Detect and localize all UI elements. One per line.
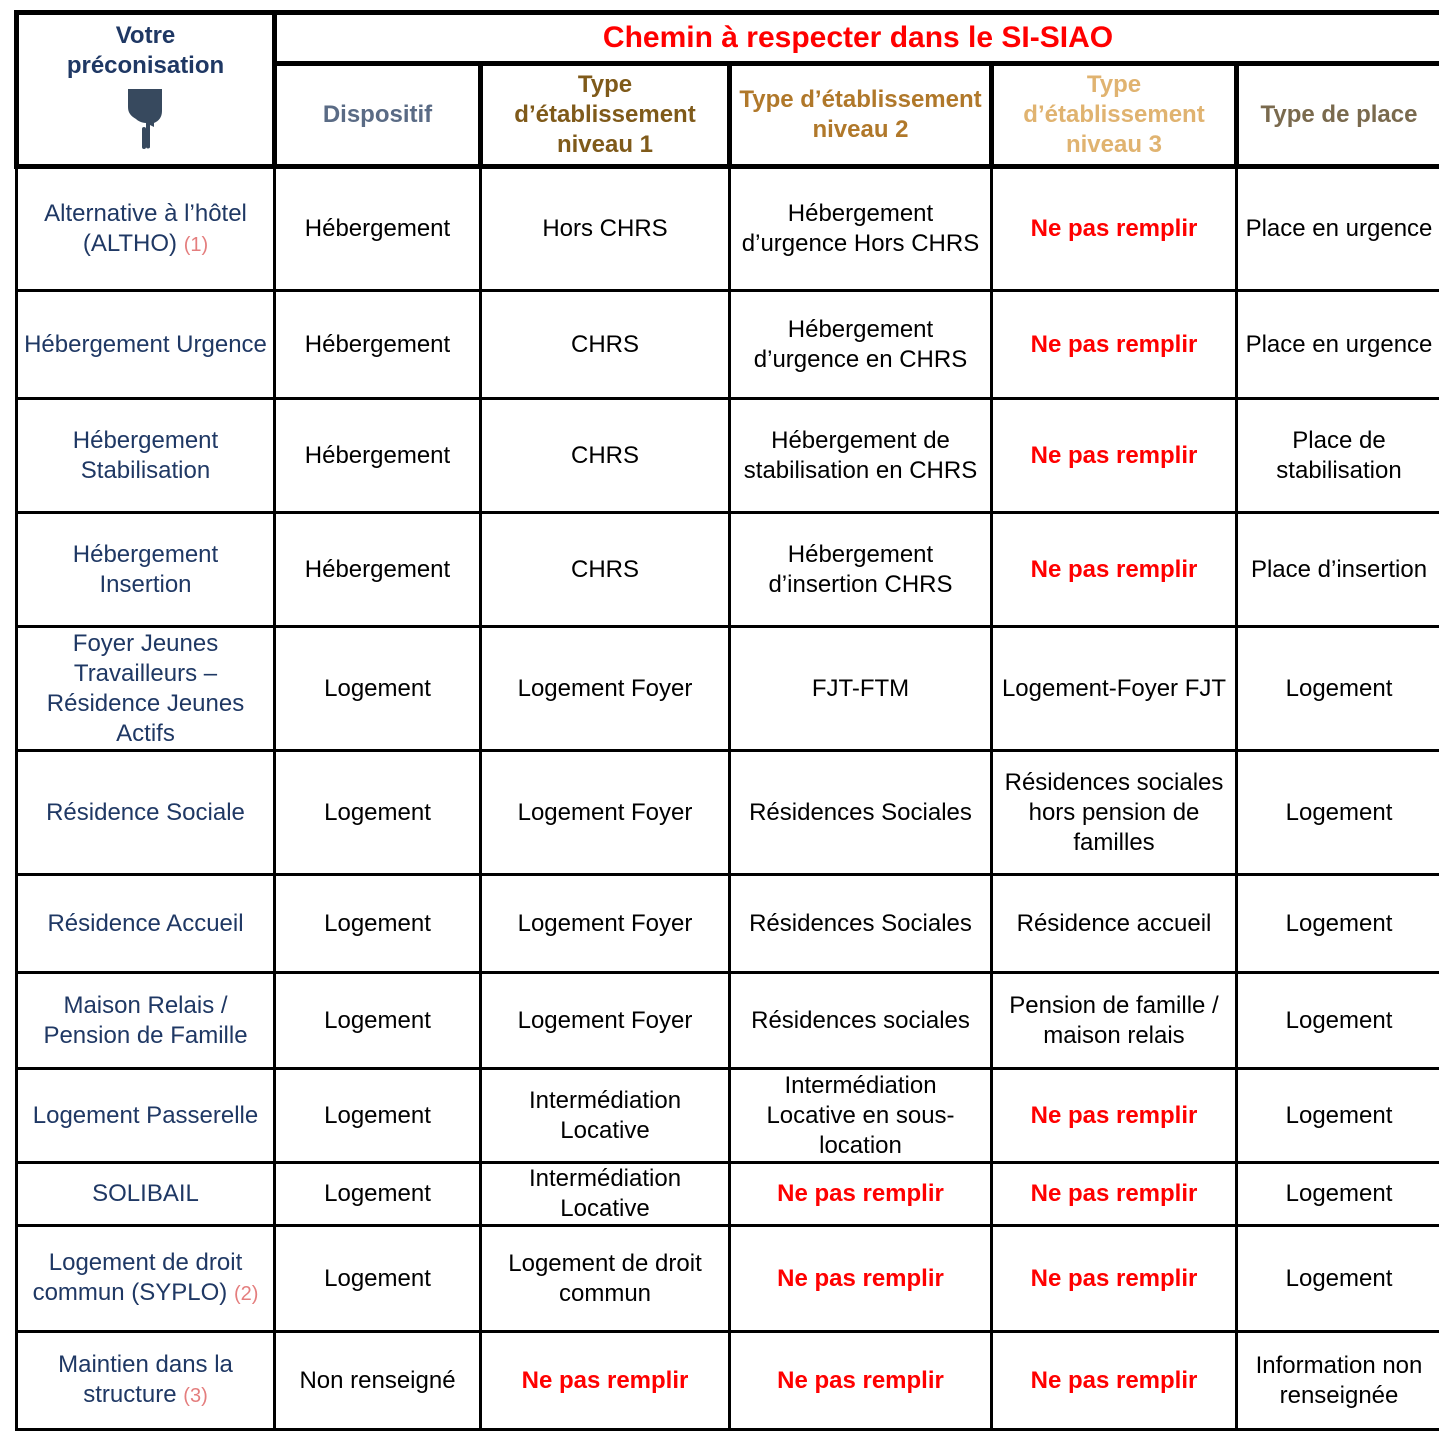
dispositif-cell: Hébergement (275, 513, 481, 627)
table-row (17, 751, 1439, 875)
recommendation-label: Hébergement Urgence (24, 331, 267, 358)
niveau-3-cell: Résidences sociales hors pension de familles (992, 751, 1237, 875)
recommendation-title-line2: préconisation (25, 51, 266, 81)
recommendation-cell (17, 1332, 275, 1430)
recommendation-cell (17, 751, 275, 875)
dispositif-cell: Logement (275, 875, 481, 973)
type-place-cell: Logement (1237, 1069, 1439, 1163)
recommendation-label: Logement Passerelle (33, 1102, 258, 1129)
niveau-3-cell: Ne pas remplir (992, 399, 1237, 513)
table-body (17, 167, 1439, 1430)
recommendation-title-line1: Votre (25, 21, 266, 51)
table-row (17, 1069, 1439, 1163)
niveau-3-cell: Ne pas remplir (992, 291, 1237, 399)
type-place-cell: Place en urgence (1237, 167, 1439, 291)
si-siao-path-table (14, 10, 1439, 1431)
niveau-2-cell: FJT-FTM (730, 627, 992, 751)
type-place-cell: Logement (1237, 751, 1439, 875)
pointing-down-hand-icon (122, 87, 170, 151)
niveau-1-cell: Ne pas remplir (481, 1332, 730, 1430)
recommendation-label: Alternative à l’hôtel (ALTHO) (44, 200, 247, 257)
niveau-1-cell: CHRS (481, 513, 730, 627)
niveau-1-cell: CHRS (481, 399, 730, 513)
niveau-2-cell: Hébergement d’urgence Hors CHRS (730, 167, 992, 291)
column-niveau-3: Type d’établissement niveau 3 (992, 64, 1237, 167)
niveau-1-cell: Hors CHRS (481, 167, 730, 291)
niveau-2-cell: Ne pas remplir (730, 1332, 992, 1430)
niveau-1-cell: CHRS (481, 291, 730, 399)
recommendation-cell (17, 973, 275, 1069)
niveau-3-cell: Ne pas remplir (992, 1226, 1237, 1332)
recommendation-label: Maison Relais / Pension de Famille (43, 992, 247, 1049)
type-place-cell: Logement (1237, 1226, 1439, 1332)
niveau-1-cell: Intermédiation Locative (481, 1069, 730, 1163)
recommendation-cell (17, 167, 275, 291)
recommendation-label: Hébergement Insertion (73, 541, 218, 598)
dispositif-cell: Logement (275, 627, 481, 751)
recommendation-cell (17, 627, 275, 751)
recommendation-label: Résidence Sociale (46, 799, 245, 826)
niveau-1-cell: Intermédiation Locative (481, 1163, 730, 1226)
niveau-1-cell: Logement de droit commun (481, 1226, 730, 1332)
niveau-1-cell: Logement Foyer (481, 973, 730, 1069)
recommendation-cell (17, 1163, 275, 1226)
type-place-cell: Place de stabilisation (1237, 399, 1439, 513)
column-dispositif: Dispositif (275, 64, 481, 167)
path-title: Chemin à respecter dans le SI-SIAO (275, 13, 1439, 64)
table-row (17, 291, 1439, 399)
table-row (17, 167, 1439, 291)
niveau-2-cell: Hébergement d’urgence en CHRS (730, 291, 992, 399)
niveau-2-cell: Hébergement de stabilisation en CHRS (730, 399, 992, 513)
dispositif-cell: Hébergement (275, 399, 481, 513)
table-row (17, 1332, 1439, 1430)
column-niveau-1: Type d’établissement niveau 1 (481, 64, 730, 167)
table-row (17, 627, 1439, 751)
table-row (17, 1226, 1439, 1332)
table-row (17, 399, 1439, 513)
recommendation-label: SOLIBAIL (92, 1180, 199, 1207)
recommendation-label: Résidence Accueil (47, 910, 243, 937)
recommendation-label: Logement de droit commun (SYPLO) (33, 1249, 243, 1306)
dispositif-cell: Logement (275, 751, 481, 875)
niveau-1-cell: Logement Foyer (481, 875, 730, 973)
type-place-cell: Logement (1237, 1163, 1439, 1226)
type-place-cell: Logement (1237, 973, 1439, 1069)
recommendation-cell (17, 875, 275, 973)
table-row (17, 973, 1439, 1069)
column-type-place: Type de place (1237, 64, 1439, 167)
recommendation-cell (17, 1226, 275, 1332)
niveau-2-cell: Résidences Sociales (730, 751, 992, 875)
table-row (17, 875, 1439, 973)
niveau-3-cell: Ne pas remplir (992, 513, 1237, 627)
table-row (17, 1163, 1439, 1226)
footnote-marker: (3) (183, 1385, 207, 1407)
niveau-3-cell: Ne pas remplir (992, 167, 1237, 291)
footnote-marker: (2) (234, 1283, 258, 1305)
niveau-3-cell: Ne pas remplir (992, 1069, 1237, 1163)
recommendation-cell (17, 1069, 275, 1163)
recommendation-label: Foyer Jeunes Travailleurs – Résidence Jeunes Actifs (47, 630, 244, 747)
type-place-cell: Place d’insertion (1237, 513, 1439, 627)
recommendation-cell (17, 291, 275, 399)
recommendation-cell (17, 399, 275, 513)
recommendation-label: Maintien dans la structure (58, 1351, 233, 1408)
column-niveau-2: Type d’établissement niveau 2 (730, 64, 992, 167)
niveau-3-cell: Ne pas remplir (992, 1332, 1237, 1430)
niveau-2-cell: Résidences sociales (730, 973, 992, 1069)
niveau-2-cell: Ne pas remplir (730, 1163, 992, 1226)
dispositif-cell: Hébergement (275, 167, 481, 291)
niveau-1-cell: Logement Foyer (481, 627, 730, 751)
niveau-1-cell: Logement Foyer (481, 751, 730, 875)
recommendation-label: Hébergement Stabilisation (73, 427, 218, 484)
niveau-3-cell: Ne pas remplir (992, 1163, 1237, 1226)
type-place-cell: Place en urgence (1237, 291, 1439, 399)
type-place-cell: Logement (1237, 627, 1439, 751)
dispositif-cell: Logement (275, 1069, 481, 1163)
dispositif-cell: Hébergement (275, 291, 481, 399)
niveau-2-cell: Résidences Sociales (730, 875, 992, 973)
niveau-2-cell: Hébergement d’insertion CHRS (730, 513, 992, 627)
recommendation-header (17, 13, 275, 167)
type-place-cell: Logement (1237, 875, 1439, 973)
recommendation-cell (17, 513, 275, 627)
table-row (17, 513, 1439, 627)
dispositif-cell: Logement (275, 973, 481, 1069)
niveau-3-cell: Résidence accueil (992, 875, 1237, 973)
dispositif-cell: Logement (275, 1226, 481, 1332)
dispositif-cell: Logement (275, 1163, 481, 1226)
dispositif-cell: Non renseigné (275, 1332, 481, 1430)
type-place-cell: Information non renseignée (1237, 1332, 1439, 1430)
niveau-2-cell: Ne pas remplir (730, 1226, 992, 1332)
footnote-marker: (1) (184, 234, 208, 256)
niveau-2-cell: Intermédiation Locative en sous-location (730, 1069, 992, 1163)
niveau-3-cell: Logement-Foyer FJT (992, 627, 1237, 751)
niveau-3-cell: Pension de famille / maison relais (992, 973, 1237, 1069)
